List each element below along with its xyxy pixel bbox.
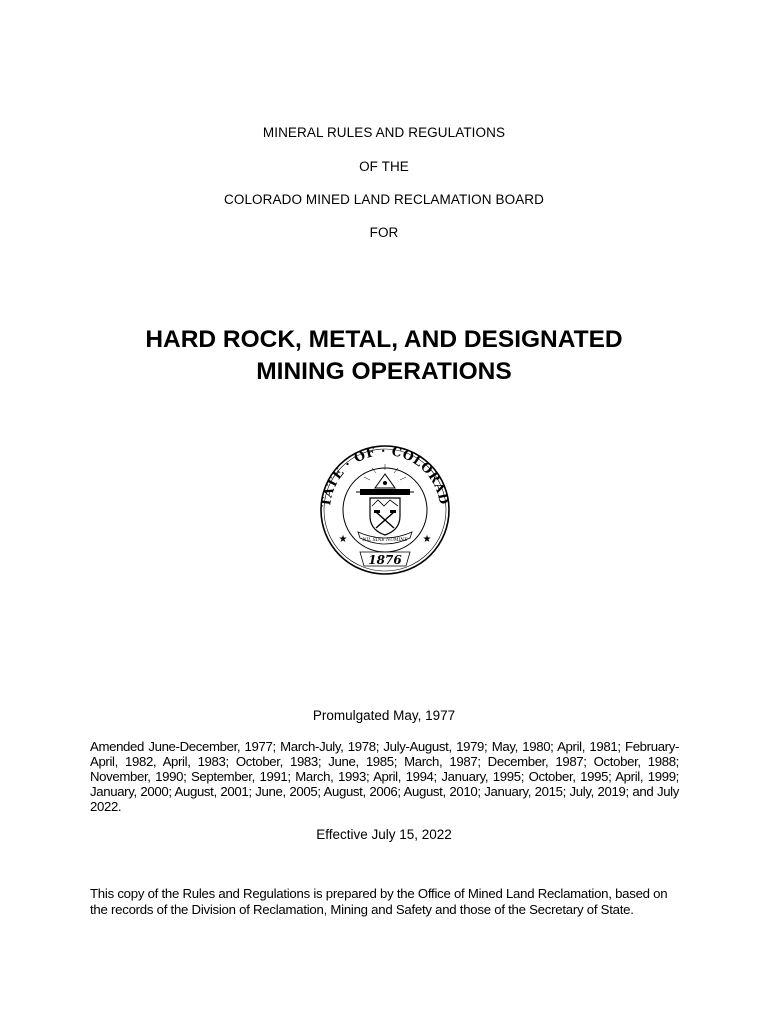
seal-star-right-icon: ★ [422,534,432,545]
document-title [0,324,768,388]
colorado-seal-icon [310,440,460,580]
copy-note: This copy of the Rules and Regulations is prepared by the Office of Mined Land Reclamation, based on the records of the Division of Reclamation, Mining and Safety and those of the Secretary of State. [90,886,668,917]
title-line-1: HARD ROCK, METAL, AND DESIGNATED [145,326,623,353]
state-seal-image [310,440,460,580]
promulgated-date: Promulgated May, 1977 [312,708,456,723]
amendment-history: Amended June-December, 1977; March-July, 1978; July-August, 1979; May, 1980; April, 1981; February-April, 1982, April, 1983; October, 1983; June, 1985; March, 1987; December, 1987; October, 1988; November, 1990; September, 1991; March, 1993; April, 1994; January, 1995; October, 1995; April, 1999; January, 2000; August, 2001; June, 2005; August, 2006; August, 2010; January, 2015; July, 2019; and July 2022. [90,739,679,814]
title-line-2: MINING OPERATIONS [256,358,512,385]
header-line-1: MINERAL RULES AND REGULATIONS [262,125,506,140]
seal-star-left-icon: ★ [338,534,348,545]
effective-date: Effective July 15, 2022 [316,827,452,842]
seal-motto: NIL SINE NUMINE [362,538,408,543]
header-line-2: OF THE [359,159,409,174]
seal-year: 1876 [368,553,402,567]
header-line-4: FOR [369,225,399,240]
seal-outer-text: TATE · OF · COLORAD [317,442,452,508]
header-line-3: COLORADO MINED LAND RECLAMATION BOARD [224,192,544,207]
